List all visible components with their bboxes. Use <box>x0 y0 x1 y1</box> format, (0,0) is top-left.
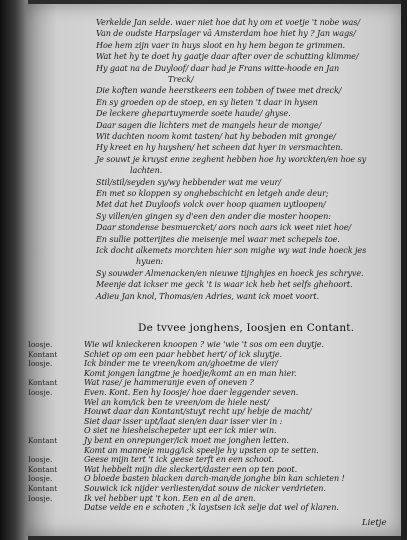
speaker-label: Ioosje. <box>28 455 53 465</box>
verse-line: Ick docht alkemets morchten hier son mighe wy wat inde hoeck jes <box>96 245 367 255</box>
verse-line: Hy kreet en hy huyshen/ het scheen dat hyer in versmachten. <box>96 142 343 153</box>
speaker-label: Ioosje. <box>28 340 53 349</box>
dialogue-line: Houwt daar dan Kontant/stuyt recht up/ hebje de macht/ <box>84 406 312 417</box>
dialogue-line: Schiet op om een paar hebbet hert/ of ick sluytje. <box>84 348 282 359</box>
dialogue-line: O bloede basten blacken darch-man/de jonghe bin kan schieten ! <box>84 473 345 484</box>
verse-line: Treck/ <box>168 74 194 84</box>
catchword: Lietje <box>362 518 387 528</box>
dialogue-line: Even. Kont. Een hy Ioosje/ hoe daer leggender seven. <box>84 387 299 397</box>
dialogue-line: Ik vel hebber upt 't kon. Een en al de aren. <box>84 492 256 503</box>
right-page-edge <box>401 0 407 540</box>
dialogue-line: O siet ne hieshelschepeter upt eer ick mier win. <box>84 425 277 436</box>
speaker-label: Ioosje. <box>28 388 53 397</box>
verse-line: Wat het hy te doet hy gaatje daar after over de schutting klimme/ <box>96 51 359 62</box>
dialogue-line: Siet daar isser upt/laat sien/en daar isser vier in : <box>84 415 283 426</box>
verse-line: Verkelde Jan selde. waer niet hoe dat hy om et voetje 't nobe was/ <box>96 17 360 27</box>
verse-line: hyuen: <box>136 256 164 267</box>
verse-line: Hy gaat na de Duyloof/ daar had je Frans witte-hoode en Jan <box>96 62 340 73</box>
verse-line: Stil/stil/seyden sy/wy hebbender wat me veur/ <box>96 176 281 187</box>
verse-line: Wit dachten noom komt tasten/ hat hy beboden mit gronge/ <box>96 131 336 141</box>
verse-line: Hoe hem zijn vaer in huys sloot en hy hem begon te grimmen. <box>96 39 346 50</box>
verse-line: Sy souwder Almenacken/en nieuwe tijnghjes en hoeck jes schryve. <box>96 267 364 278</box>
verse-line: Sy villen/en gingen sy d'een den ander die moster hoopen: <box>96 210 331 221</box>
verse-line: Meenje dat ickser me geck 't is waar ick heb het selfs ghehoort. <box>96 279 353 290</box>
dialogue-line: Souwick ick nijder verliesten/dat souw de nicker verdrieten. <box>84 483 326 493</box>
verse-line: Daar sagen die lichters met de mangels heur de monge/ <box>96 119 322 130</box>
speaker-label: Ioosje. <box>28 493 53 503</box>
section-title: De tvvee jonghens, Ioosjen en Contant. <box>138 322 355 334</box>
verse-line: En sy groeden op de stoep, en sy lieten 't daar in hysen <box>96 96 318 107</box>
dialogue-line: Wie wil knieckeren knoopen ? wie 'wie 't sos om een duytje. <box>84 339 324 349</box>
book-binding-shadow <box>0 0 28 540</box>
dialogue-line: Komt jongen langtme je hoedje/komt an en man hier. <box>84 367 297 378</box>
dialogue-line: Ick binder me te vreen/kom an/ghoetme de vier/ <box>84 358 278 369</box>
verse-line: Je souwt je kruyst enne zeghent hebben hoe hy worckten/en hoe sy <box>96 153 367 164</box>
document-page <box>26 4 402 536</box>
speaker-label: Ioosje. <box>28 474 53 484</box>
speaker-label: Ioosje. <box>28 359 53 369</box>
dialogue-line: Komt an manneje mugg/ick speelje hy upsten op te setten. <box>84 444 319 455</box>
verse-line: lachten. <box>130 165 163 176</box>
verse-line: De leckere ghepartuymerde soete haude/ ghyse. <box>96 108 291 119</box>
verse-line: Adieu Jan knol, Thomas/en Adries, want ick moet voort. <box>96 290 319 301</box>
verse-line: En met so kloppen sy onghebschicht en letgeh ande deur; <box>96 188 329 198</box>
speaker-label: Kontant <box>28 349 58 359</box>
verse-line: Van de oudste Harpslager vā Amsterdam hoe hiet hy ? Jan wags/ <box>96 28 356 39</box>
verse-line: En sullie potterijtes die meisenje mel waar met schepels toe. <box>96 233 340 244</box>
verse-line: Met dat het Duyloofs volck over hoop quamen uytloopen/ <box>96 199 326 210</box>
dialogue-line: Jy bent en onrepunger/ick moet me jonghen letten. <box>84 435 289 445</box>
speaker-label: Kontant <box>28 378 58 388</box>
speaker-label: Kontant <box>28 436 58 445</box>
verse-line: Daar stondense besmuercket/ aors noch aars ick weet niet hoe/ <box>96 222 352 233</box>
dialogue-line: Geese mijn tert 't ick geese terft en een schoot. <box>84 454 275 465</box>
dialogue-line: Wat hebbelt mijn die sleckert/daster een op ten poot. <box>84 463 298 474</box>
speaker-label: Kontant <box>28 484 58 493</box>
dialogue-line: Datse velde en e schoten ,'k laystsen ick selje dat wel of klaren. <box>84 502 339 513</box>
speaker-label: Kontant <box>28 464 58 474</box>
dialogue-line: Wat rase/ je hammeranje even of oneven ? <box>84 377 254 388</box>
dialogue-line: Wel an kom/ick ben te vreen/om de hiele nest/ <box>84 396 270 407</box>
verse-line: Die koften wande heerstkeers een tobben of twee met dreck/ <box>96 85 342 96</box>
